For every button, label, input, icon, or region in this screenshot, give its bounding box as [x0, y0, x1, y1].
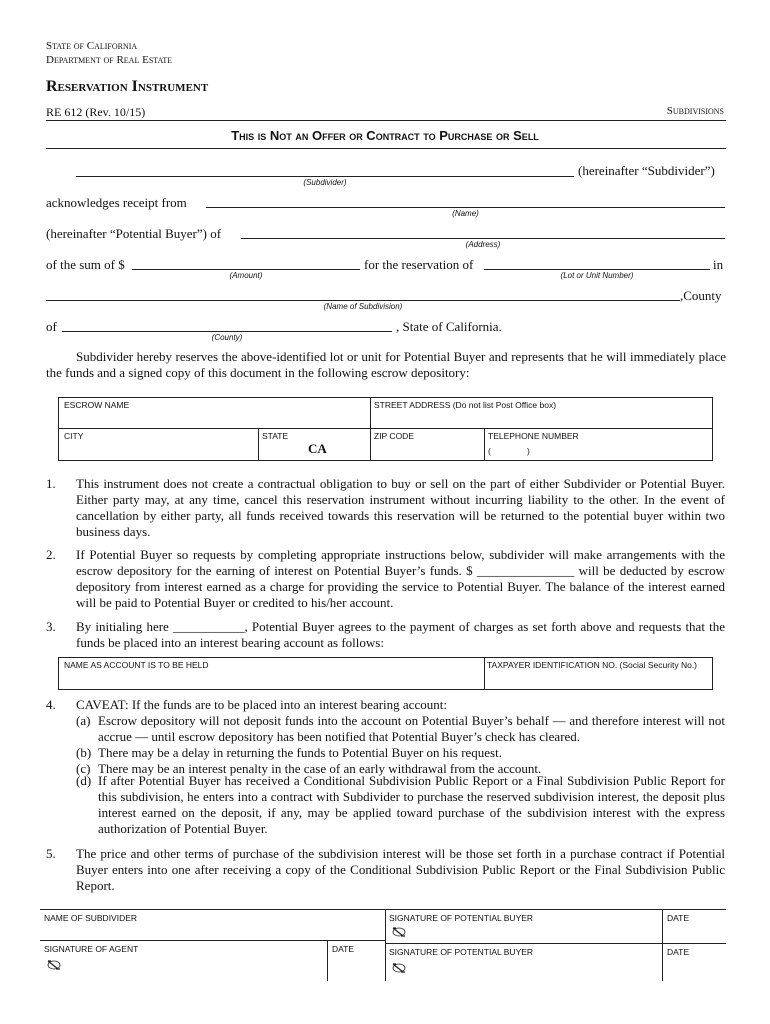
- hereinafter-buyer: (hereinafter “Potential Buyer”) of: [46, 226, 222, 241]
- sig-buyer-1-label: SIGNATURE OF POTENTIAL BUYER: [389, 913, 534, 923]
- tin-input[interactable]: [488, 671, 712, 687]
- of-label: of: [46, 319, 57, 334]
- page-title: Reservation Instrument: [46, 78, 209, 95]
- caveat-a-text: Escrow depository will not deposit funds into the account on Potential Buyer’s behalf — and therefore interest will not accrue — until escrow depository has been notified that Potential Buyer’s check has cleared.: [98, 713, 725, 744]
- form-number: RE 612 (Rev. 10/15): [46, 105, 146, 119]
- zip-label: ZIP CODE: [374, 431, 414, 441]
- state-label: STATE: [262, 431, 289, 441]
- in-label: in: [713, 257, 724, 272]
- caption-address: (Address): [465, 240, 501, 249]
- name-input[interactable]: [208, 191, 727, 209]
- state-value: CA: [308, 441, 327, 456]
- escrow-name-input[interactable]: [64, 411, 368, 427]
- department-header: Department of Real Estate: [46, 54, 173, 66]
- subdivider-input[interactable]: [78, 160, 576, 178]
- street-address-input[interactable]: [374, 411, 712, 427]
- caption-subdivision-name: (Name of Subdivision): [323, 302, 403, 311]
- caption-name: (Name): [452, 209, 479, 218]
- subdivision-name-input[interactable]: [48, 284, 682, 302]
- escrow-vdiv-3: [370, 428, 371, 461]
- item-2-text: If Potential Buyer so requests by completing appropriate instructions below, subdivider will make arrangements with the escrow depository for the earning of interest on Potential Buyer’s funds. $ _______________ will be deducted by escrow depository from interest earned as a charge for providing the service to Potential Buyer. The balance of the interest earned will be paid to Potential Buyer or credited to his/her account.: [76, 547, 725, 610]
- item-4-number: 4.: [46, 697, 56, 712]
- street-address-label: STREET ADDRESS (Do not list Post Office box): [374, 400, 557, 410]
- telephone-label: TELEPHONE NUMBER: [488, 431, 579, 441]
- tin-label: TAXPAYER IDENTIFICATION NO. (Social Security No.): [487, 660, 698, 670]
- address-input[interactable]: [243, 222, 727, 240]
- caption-amount: (Amount): [229, 271, 263, 280]
- city-input[interactable]: [64, 442, 258, 458]
- account-name-input[interactable]: [64, 671, 482, 687]
- state-of-ca-label: , State of California.: [396, 319, 502, 334]
- escrow-vdiv-1: [370, 397, 371, 429]
- telephone-input[interactable]: [535, 442, 713, 458]
- caveat-d-text: If after Potential Buyer has received a Conditional Subdivision Public Report or a Final Subdivision Public Report for this subdivision, he enters into a contract with Subdivider to purchase the reserved subdivision interest, the deposit plus interest earned on the deposit, if any, may be applied toward purchase of the subdivision interest with the express authorization of Potential Buyer.: [98, 773, 725, 836]
- item-3-text: By initialing here ___________, Potential Buyer agrees to the payment of charges as set forth above and requests that the funds be placed into an interest bearing account as follows:: [76, 619, 725, 650]
- sig-buyer-2-label: SIGNATURE OF POTENTIAL BUYER: [389, 947, 534, 957]
- date-agent-label: DATE: [332, 944, 355, 954]
- escrow-vdiv-4: [484, 428, 485, 461]
- account-name-label: NAME AS ACCOUNT IS TO BE HELD: [64, 660, 209, 670]
- header-rule-bottom: [46, 148, 726, 149]
- pen-icon[interactable]: [391, 926, 407, 938]
- date-1-input[interactable]: [667, 924, 727, 940]
- date-agent-input[interactable]: [332, 956, 386, 972]
- item-2-number: 2.: [46, 547, 56, 562]
- account-vdiv: [484, 657, 485, 690]
- caption-county: (County): [211, 333, 243, 342]
- hereinafter-subdivider: (hereinafter “Subdivider”): [578, 163, 715, 178]
- signature-vdiv-agent: [327, 940, 328, 981]
- section-label: Subdivisions: [666, 105, 724, 117]
- item-5-text: The price and other terms of purchase of the subdivision interest will be those set forth in a purchase contract if Potential Buyer enters into one after receiving a copy of the Conditional Subdivision Public Report or the Final Subdivision Public Report.: [76, 846, 725, 893]
- signature-rule-mid-left: [40, 940, 385, 941]
- county-input[interactable]: [64, 315, 394, 333]
- caveat-a-letter: (a): [76, 713, 91, 728]
- signature-vdiv-right: [662, 909, 663, 981]
- name-of-subdivider-input[interactable]: [44, 923, 383, 939]
- date-2-label: DATE: [667, 947, 690, 957]
- disclaimer-banner: This is Not an Offer or Contract to Purchase or Sell: [231, 128, 539, 143]
- name-of-subdivider-label: NAME OF SUBDIVIDER: [44, 913, 138, 923]
- caveat-b-letter: (b): [76, 745, 92, 760]
- item-5-number: 5.: [46, 846, 56, 861]
- caveat-d-letter: (d): [76, 773, 92, 788]
- escrow-box-divider: [58, 428, 713, 429]
- for-reservation-label: for the reservation of: [364, 257, 474, 272]
- item-1-number: 1.: [46, 476, 56, 491]
- state-header: State of California: [46, 40, 138, 52]
- county-suffix: ,County: [680, 288, 722, 303]
- pen-icon[interactable]: [391, 962, 407, 974]
- item-4-text: CAVEAT: If the funds are to be placed into an interest bearing account:: [76, 697, 447, 712]
- phone-paren-close: ): [527, 446, 530, 456]
- lot-input[interactable]: [486, 253, 712, 271]
- pen-icon[interactable]: [46, 959, 62, 971]
- date-1-label: DATE: [667, 913, 690, 923]
- date-2-input[interactable]: [667, 960, 727, 976]
- escrow-name-label: ESCROW NAME: [64, 400, 130, 410]
- amount-input[interactable]: [134, 253, 362, 271]
- caption-lot: (Lot or Unit Number): [560, 271, 634, 280]
- header-rule-top: [46, 120, 726, 121]
- caveat-b-text: There may be a delay in returning the funds to Potential Buyer on his request.: [98, 745, 502, 760]
- city-label: CITY: [64, 431, 84, 441]
- item-3-number: 3.: [46, 619, 56, 634]
- signature-rule-top: [40, 909, 726, 910]
- reserves-paragraph: Subdivider hereby reserves the above-identified lot or unit for Potential Buyer and represents that he will immediately place the funds and a signed copy of this document in the following escrow depository:: [46, 349, 726, 380]
- item-1-text: This instrument does not create a contractual obligation to buy or sell on the part of either Subdivider or Potential Buyer. Either party may, at any time, cancel this reservation instrument without incurring liability to the other. In the event of cancellation by either party, all funds received towards this reservation will be returned to the potential buyer within two business days.: [76, 476, 725, 539]
- sig-agent-label: SIGNATURE OF AGENT: [44, 944, 139, 954]
- escrow-vdiv-2: [258, 428, 259, 461]
- sum-of-label: of the sum of $: [46, 257, 125, 272]
- phone-paren-open: (: [488, 446, 491, 456]
- caveat-c-letter: (c): [76, 761, 91, 776]
- caption-subdivider: (Subdivider): [303, 178, 347, 187]
- zip-input[interactable]: [374, 442, 484, 458]
- caveat-c-text: There may be an interest penalty in the case of an early withdrawal from the account.: [98, 761, 542, 776]
- ack-receipt-label: acknowledges receipt from: [46, 195, 187, 210]
- signature-rule-mid-right: [385, 943, 726, 944]
